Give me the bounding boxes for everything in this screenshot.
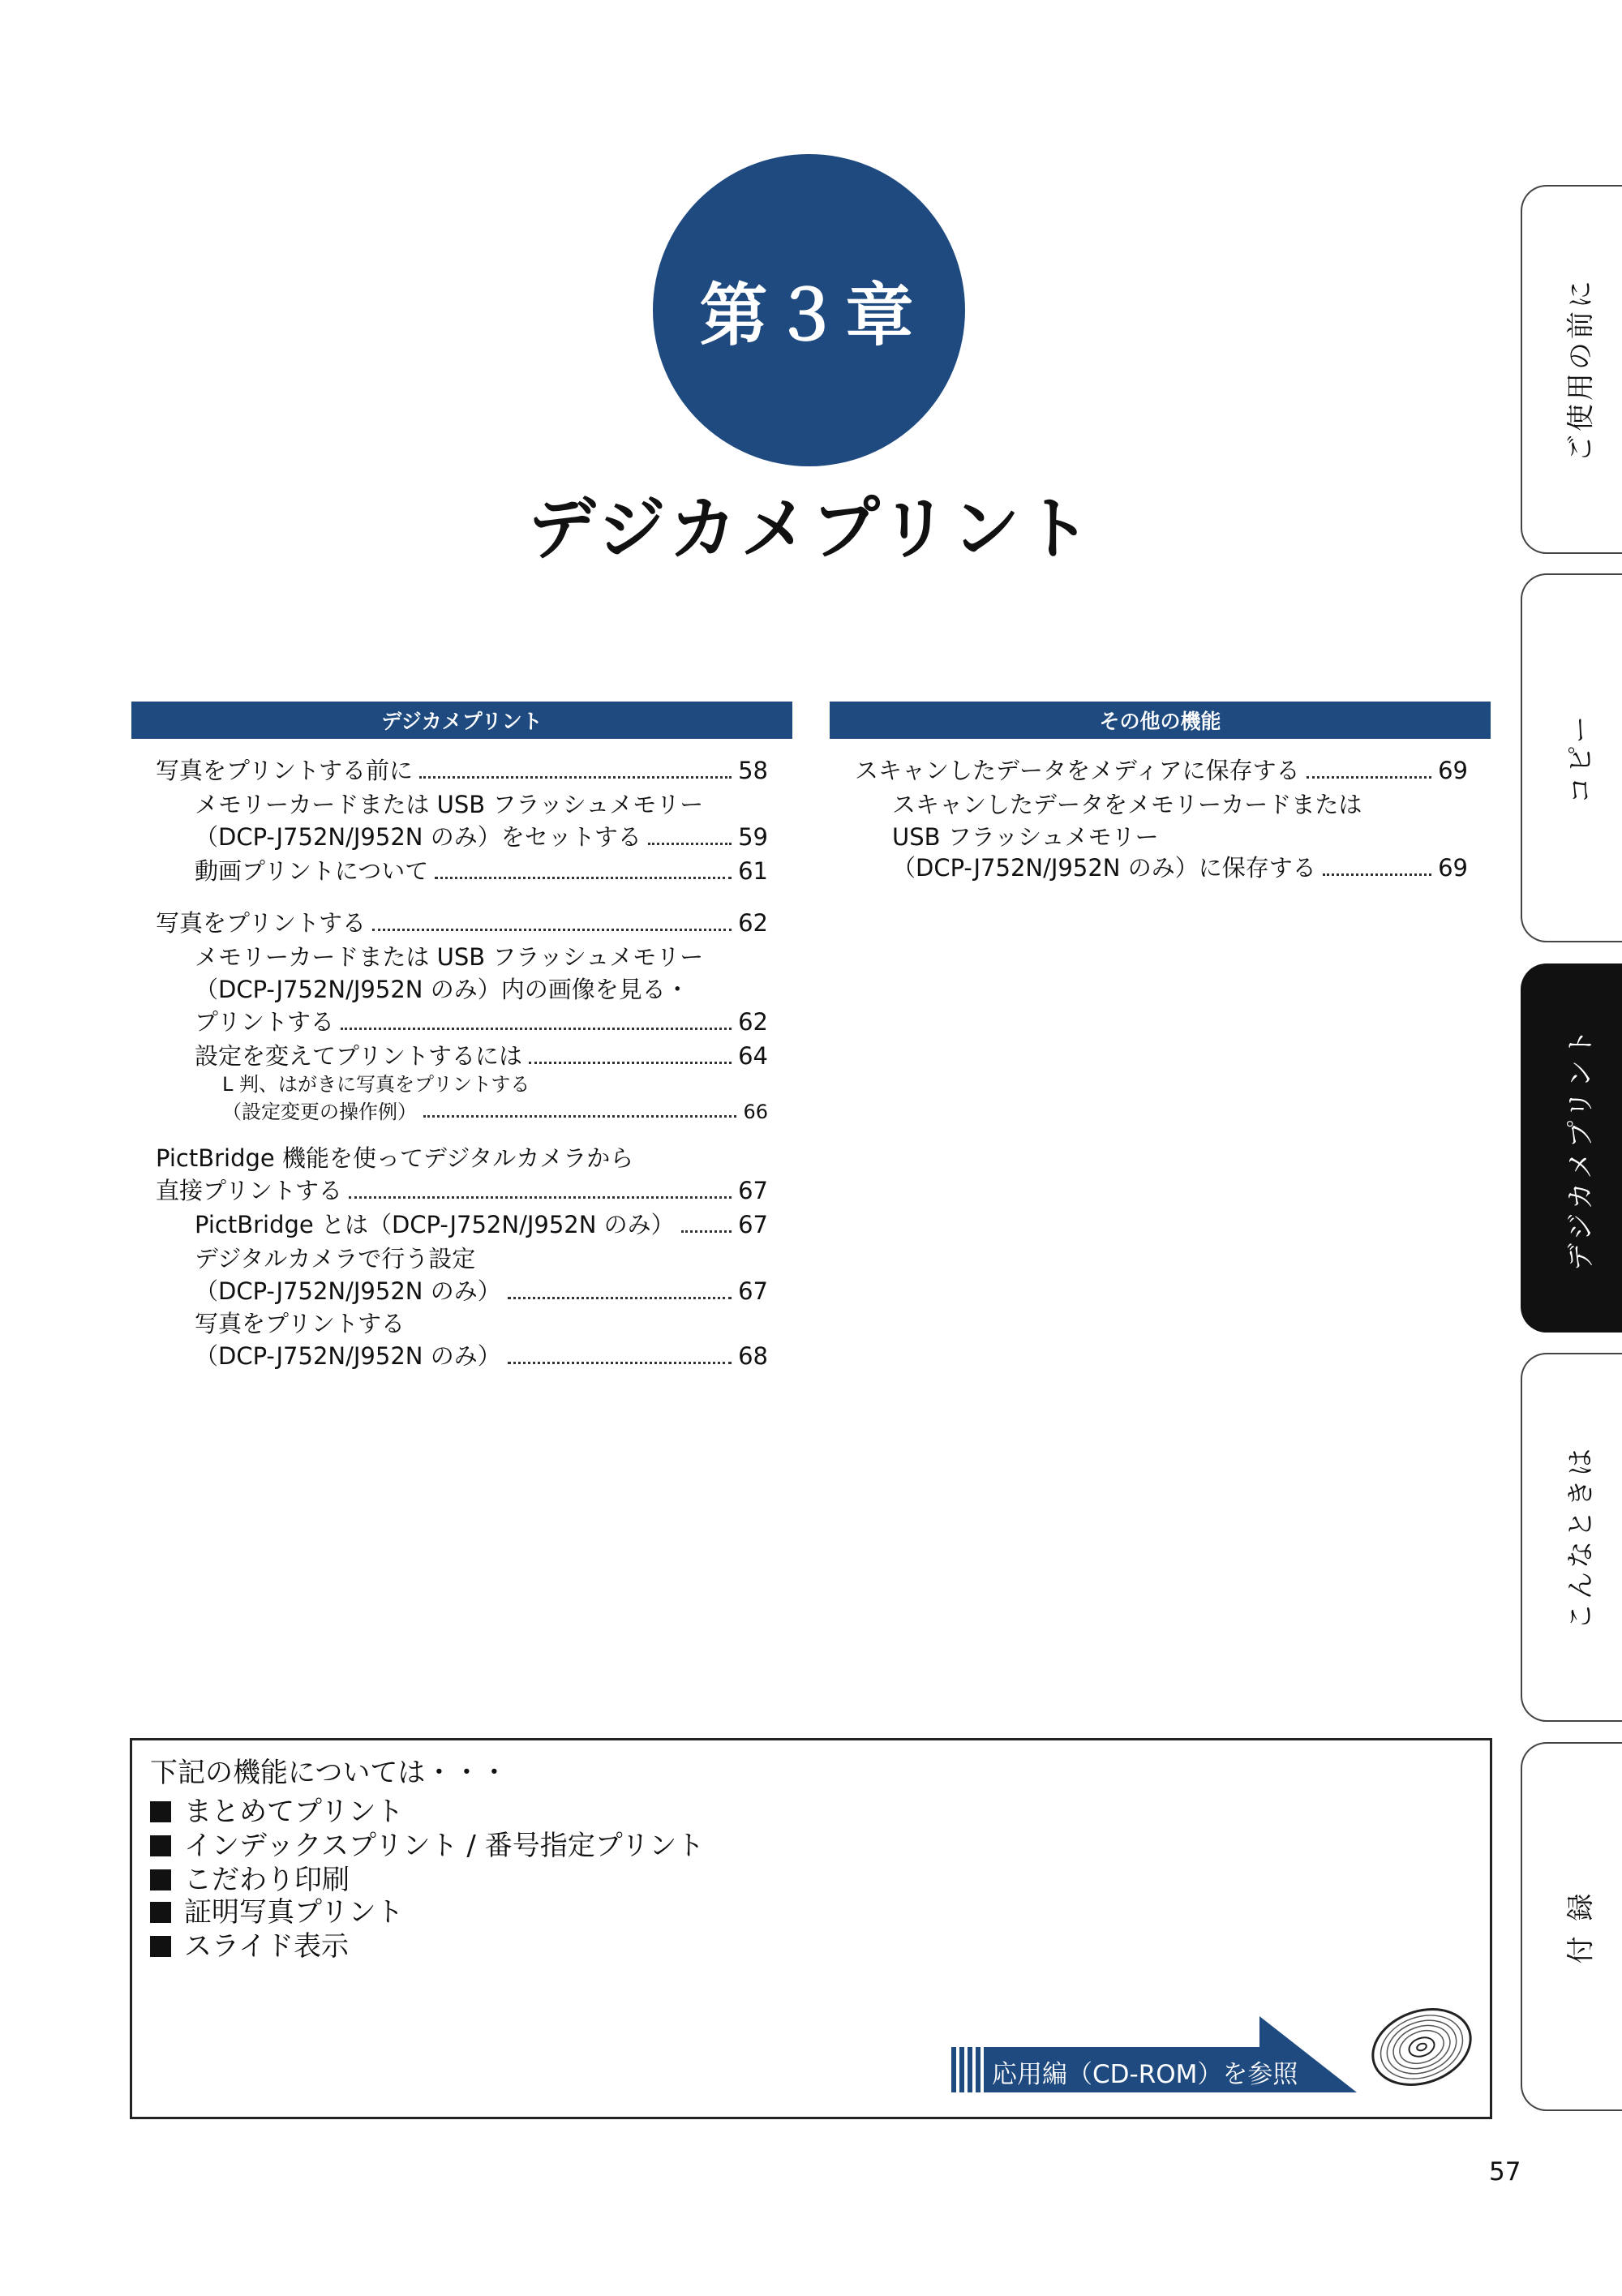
toc-leader — [508, 1362, 732, 1364]
toc-entry-title: プリントする — [195, 1008, 334, 1036]
chapter-number: 第３章 — [699, 276, 919, 355]
toc-entry[interactable] — [892, 852, 1468, 884]
square-bullet-icon — [150, 1801, 171, 1822]
toc-entry[interactable] — [195, 1275, 768, 1307]
side-tab-label: こんなときは — [1564, 1444, 1598, 1630]
toc-entry-title: 直接プリントする — [156, 1177, 342, 1204]
side-tab-troubleshooting[interactable] — [1521, 1353, 1622, 1722]
toc-entry-title[interactable]: スキャンしたデータをメモリーカードまたは — [892, 791, 1362, 818]
reference-item-label: まとめてプリント — [184, 1796, 404, 1828]
toc-entry-title[interactable]: メモリーカードまたは USB フラッシュメモリー — [195, 943, 704, 971]
toc-page-number: 61 — [738, 857, 768, 885]
toc-entry-title[interactable]: L 判、はがきに写真をプリントする — [222, 1073, 530, 1096]
toc-leader — [648, 843, 732, 845]
chapter-badge — [653, 154, 965, 466]
toc-entry-title: スキャンしたデータをメディアに保存する — [855, 757, 1300, 784]
toc-page-number: 69 — [1438, 757, 1468, 784]
toc-entry-title[interactable]: （DCP-J752N/J952N のみ）内の画像を見る・ — [195, 976, 689, 1003]
toc-entry-title: （DCP-J752N/J952N のみ） — [195, 1277, 501, 1305]
toc-entry[interactable] — [156, 754, 768, 787]
cd-rom-icon — [1365, 1998, 1478, 2096]
toc-page-number: 67 — [738, 1277, 768, 1305]
toc-page-number: 69 — [1438, 854, 1468, 882]
toc-leader — [681, 1230, 732, 1233]
toc-entry-title: （設定変更の操作例） — [222, 1101, 417, 1123]
square-bullet-icon — [150, 1869, 171, 1890]
square-bullet-icon — [150, 1902, 171, 1923]
toc-entry[interactable] — [855, 754, 1468, 787]
toc-entry[interactable] — [195, 855, 768, 887]
reference-label: 応用編（CD-ROM）を参照 — [992, 2060, 1298, 2089]
page-number: 57 — [1489, 2157, 1521, 2187]
side-tab-copy[interactable] — [1521, 573, 1622, 942]
section-heading-photo-print: デジカメプリント — [131, 702, 792, 739]
side-tab-label: 付 録 — [1564, 1890, 1598, 1963]
toc-entry-title: 写真をプリントする前に — [156, 757, 413, 784]
side-tab-label: デジカメプリント — [1564, 1025, 1598, 1271]
toc-leader — [508, 1297, 732, 1299]
reference-item — [150, 1924, 349, 1963]
toc-entry-title[interactable]: 写真をプリントする — [195, 1310, 405, 1337]
reference-item-label: 証明写真プリント — [184, 1896, 404, 1929]
toc-entry-title[interactable]: デジタルカメラで行う設定 — [195, 1245, 476, 1272]
toc-entry-title[interactable]: PictBridge 機能を使ってデジタルカメラから — [156, 1144, 634, 1172]
toc-entry-title: （DCP-J752N/J952N のみ） — [195, 1342, 501, 1370]
square-bullet-icon — [150, 1835, 171, 1856]
toc-entry-title: PictBridge とは（DCP-J752N/J952N のみ） — [195, 1211, 675, 1238]
toc-leader — [435, 877, 732, 879]
toc-entry[interactable] — [195, 1208, 768, 1241]
toc-page-number: 64 — [738, 1042, 768, 1070]
toc-entry[interactable] — [195, 1040, 768, 1072]
toc-page-number: 66 — [743, 1101, 768, 1123]
toc-leader — [349, 1196, 732, 1199]
reference-box-heading: 下記の機能については・・・ — [150, 1757, 508, 1789]
side-tab-photo-print[interactable] — [1521, 963, 1622, 1333]
toc-leader — [529, 1062, 732, 1064]
reference-box — [130, 1738, 1492, 2119]
reference-item-label: インデックスプリント / 番号指定プリント — [184, 1830, 705, 1862]
side-tab-label: コピー — [1564, 712, 1598, 804]
toc-leader — [372, 929, 732, 931]
reference-arrow-banner[interactable] — [951, 2015, 1373, 2096]
toc-entry[interactable] — [156, 907, 768, 939]
toc-entry[interactable] — [156, 1174, 768, 1207]
toc-page-number: 62 — [738, 1008, 768, 1036]
toc-entry-title: 写真をプリントする — [156, 909, 366, 937]
toc-page-number: 58 — [738, 757, 768, 784]
toc-page-number: 68 — [738, 1342, 768, 1370]
toc-entry-title[interactable]: USB フラッシュメモリー — [892, 823, 1159, 851]
toc-leader — [423, 1115, 736, 1118]
toc-leader — [341, 1028, 732, 1030]
toc-page-number: 62 — [738, 909, 768, 937]
toc-entry[interactable] — [195, 1006, 768, 1038]
reference-item-label: スライド表示 — [184, 1930, 349, 1963]
toc-entry-title: 設定を変えてプリントするには — [195, 1042, 522, 1070]
toc-page-number: 59 — [738, 823, 768, 851]
side-tab-label: ご使用の前に — [1564, 277, 1598, 462]
reference-item-label: こだわり印刷 — [184, 1864, 350, 1896]
toc-leader — [1307, 776, 1431, 779]
toc-entry[interactable] — [195, 1340, 768, 1372]
toc-entry-title: （DCP-J752N/J952N のみ）に保存する — [892, 854, 1316, 882]
section-heading-other-functions: その他の機能 — [830, 702, 1491, 739]
toc-page-number: 67 — [738, 1211, 768, 1238]
toc-entry[interactable] — [222, 1098, 768, 1126]
toc-leader — [419, 776, 732, 779]
toc-entry-title: （DCP-J752N/J952N のみ）をセットする — [195, 823, 642, 851]
side-tab-appendix[interactable] — [1521, 1742, 1622, 2111]
toc-leader — [1323, 873, 1431, 876]
side-tab-before-use[interactable] — [1521, 185, 1622, 554]
toc-entry-title[interactable]: メモリーカードまたは USB フラッシュメモリー — [195, 791, 704, 818]
chapter-title: デジカメプリント — [527, 489, 1095, 569]
toc-entry[interactable] — [195, 821, 768, 853]
square-bullet-icon — [150, 1936, 171, 1957]
toc-entry-title: 動画プリントについて — [195, 857, 429, 885]
toc-page-number: 67 — [738, 1177, 768, 1204]
